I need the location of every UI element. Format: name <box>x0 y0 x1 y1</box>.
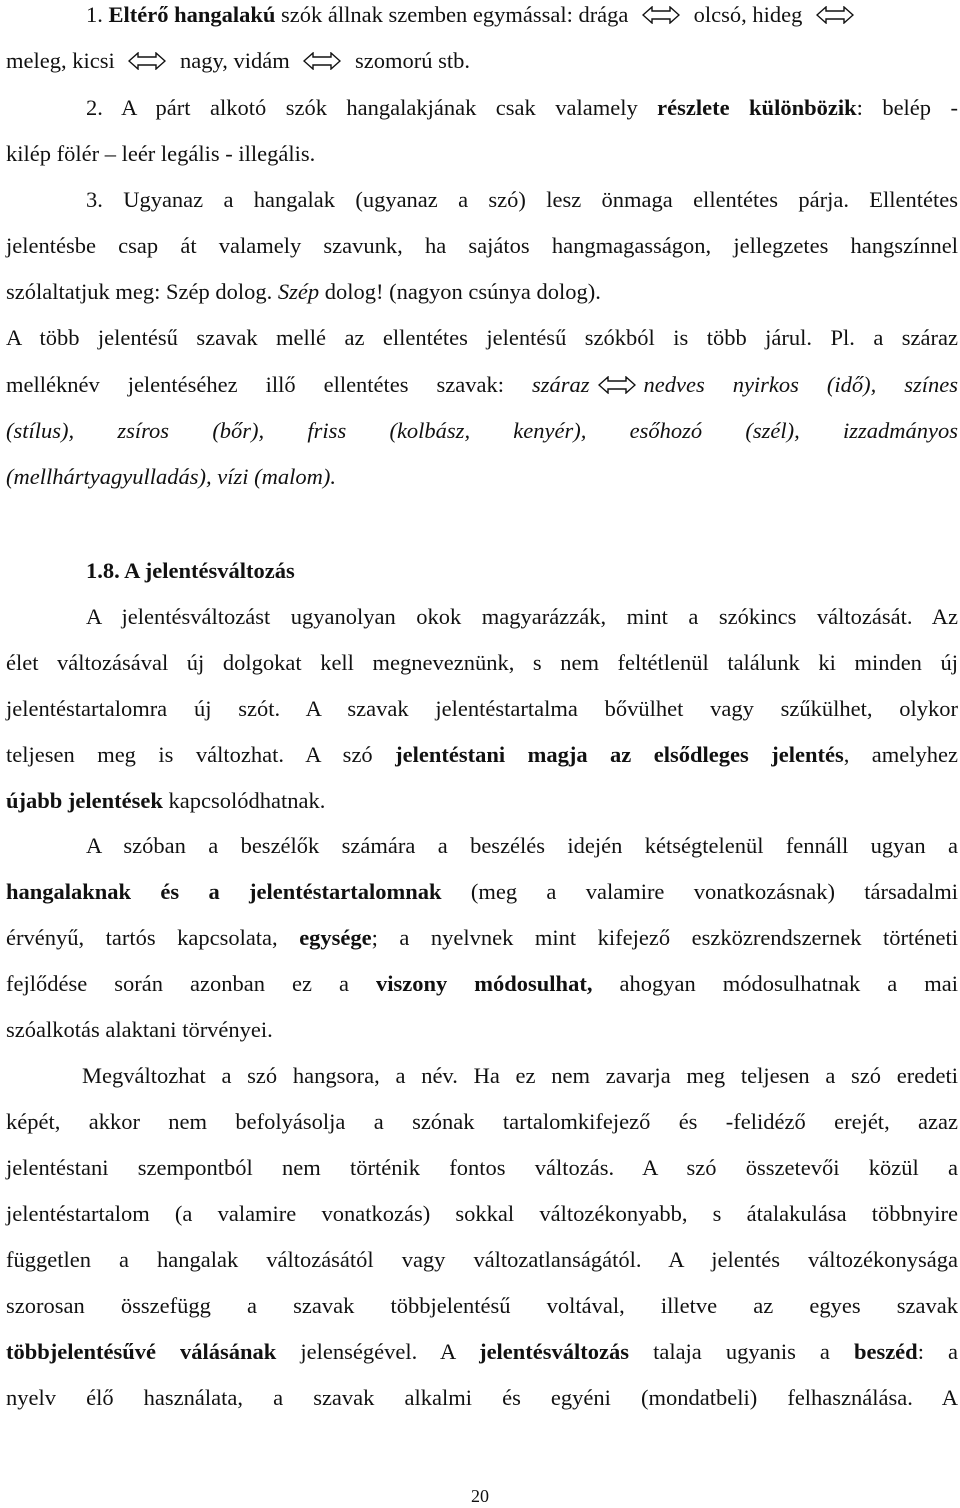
multi-meaning-line-4 <box>6 462 958 492</box>
text-run: (meg a valamire vonatkozásnak) társadalmi <box>441 879 958 904</box>
p3-line-1: Megváltozhat a szó hangsora, a név. Ha ez nem zavarja meg teljesen a szó eredeti <box>82 1063 958 1088</box>
bold-term: többjelentésűvé válásának <box>6 1339 277 1364</box>
text-run: szólaltatjuk meg: Szép dolog. <box>6 279 278 304</box>
p3-line-5: független a hangalak változásától vagy változatlanságától. A jelentés változékonysága <box>6 1247 958 1272</box>
list-item-1-line-1 <box>6 0 958 30</box>
italic-run: Szép <box>277 279 320 304</box>
multi-meaning-line-2 <box>6 370 958 400</box>
text-run: : a <box>917 1339 958 1364</box>
list-item-2-line-2: kilép fölér – leér legális - illegális. <box>6 141 316 166</box>
bold-term: részlete különbözik <box>657 95 857 120</box>
p2-line-4 <box>6 969 958 999</box>
list-item-3-line-2: jelentésbe csap át valamely szavunk, ha sajátos hangmagasságon, jellegzetes hangszínnel <box>6 233 958 258</box>
bold-term: hangalaknak és a jelentéstartalomnak <box>6 879 442 904</box>
italic-run: (mellhártyagyulladás), vízi (malom). <box>6 464 336 489</box>
list-number: 2. <box>86 95 103 120</box>
double-arrow-icon <box>598 376 636 394</box>
p1-line-5 <box>6 786 958 816</box>
p1-line-4 <box>6 740 958 770</box>
list-item-1-line-2 <box>6 46 958 76</box>
list-number: 1. <box>86 2 103 27</box>
bold-term: jelentésváltozás <box>479 1339 630 1364</box>
p3-line-2: képét, akkor nem befolyásolja a szónak tartalomkifejező és -felidéző erejét, azaz <box>6 1109 958 1134</box>
section-heading: 1.8. A jelentésváltozás <box>86 558 295 583</box>
italic-run: száraz <box>531 372 590 397</box>
text-run: fejlődése során azonban ez a <box>6 971 376 996</box>
double-arrow-icon <box>303 52 341 70</box>
list-item-2-line-1 <box>6 93 958 123</box>
p3-line-4: jelentéstartalom (a valamire vonatkozás) sokkal változékonyabb, s átalakulása többnyire <box>6 1201 958 1226</box>
text-run: nagy, vidám <box>179 48 290 73</box>
bold-term: viszony módosulhat, <box>376 971 593 996</box>
text-run: dolog! (nagyon csúnya dolog). <box>319 279 601 304</box>
text-run: teljesen meg is változhat. A szó <box>6 742 396 767</box>
page-number: 20 <box>471 1486 489 1506</box>
bold-term: egysége <box>299 925 372 950</box>
text-run: jelenségével. A <box>276 1339 480 1364</box>
text-run: ; a nyelvnek mint kifejező eszközrendszernek történeti <box>371 925 958 950</box>
p3-line-7 <box>6 1337 958 1367</box>
text-run: szók állnak szemben egymással: drága <box>275 2 629 27</box>
p1-line-1: A jelentésváltozást ugyanolyan okok magyarázzák, mint a szókincs változását. Az <box>86 604 958 629</box>
p3-line-3: jelentéstani szempontból nem történik fontos változás. A szó összetevői közül a <box>6 1155 958 1180</box>
list-item-3-line-3 <box>6 277 958 307</box>
double-arrow-icon <box>816 6 854 24</box>
text-run: meleg, kicsi <box>6 48 115 73</box>
p2-line-1: A szóban a beszélők számára a beszélés idején kétségtelenül fennáll ugyan a <box>86 833 958 858</box>
multi-meaning-line-3 <box>6 416 958 446</box>
bold-term: Eltérő hangalakú <box>108 2 276 27</box>
p2-line-5: szóalkotás alaktani törvényei. <box>6 1017 273 1042</box>
multi-meaning-line-1: A több jelentésű szavak mellé az ellentétes jelentésű szókból is több járul. Pl. a száraz <box>6 325 958 350</box>
italic-run: nedves nyirkos (idő), színes <box>643 372 958 397</box>
text-run: olcsó, hideg <box>693 2 803 27</box>
p3-line-8: nyelv élő használata, a szavak alkalmi és egyéni (mondatbeli) felhasználása. A <box>6 1385 958 1410</box>
text-run: , amelyhez <box>843 742 958 767</box>
p1-line-3: jelentéstartalomra új szót. A szavak jelentéstartalma bővülhet vagy szűkülhet, olykor <box>6 696 958 721</box>
bold-term: beszéd <box>853 1339 918 1364</box>
text-run: szomorú stb. <box>355 48 470 73</box>
text-run: talaja ugyanis a <box>629 1339 854 1364</box>
text-run: melléknév jelentéséhez illő ellentétes szavak: <box>6 372 532 397</box>
bold-term: újabb jelentések <box>6 788 163 813</box>
bold-term: jelentéstani magja az elsődleges jelentés <box>395 742 844 767</box>
text-run: : belép - <box>856 95 958 120</box>
p1-line-2: élet változásával új dolgokat kell megneveznünk, s nem feltétlenül találunk ki minden új <box>6 650 958 675</box>
text-run: kapcsolódhatnak. <box>162 788 326 813</box>
p2-line-3 <box>6 923 958 953</box>
text-run: érvényű, tartós kapcsolata, <box>6 925 300 950</box>
text-run: A párt alkotó szók hangalakjának csak valamely <box>102 95 658 120</box>
p2-line-2 <box>6 877 958 907</box>
italic-run: (stílus), zsíros (bőr), friss (kolbász, kenyér), esőhozó (szél), izzadmányos <box>6 418 958 443</box>
list-item-3-line-1: 3. Ugyanaz a hangalak (ugyanaz a szó) lesz önmaga ellentétes párja. Ellentétes <box>86 187 958 212</box>
text-run: ahogyan módosulhatnak a mai <box>592 971 958 996</box>
p3-line-6: szorosan összefügg a szavak többjelentésű voltával, illetve az egyes szavak <box>6 1293 958 1318</box>
double-arrow-icon <box>128 52 166 70</box>
double-arrow-icon <box>642 6 680 24</box>
